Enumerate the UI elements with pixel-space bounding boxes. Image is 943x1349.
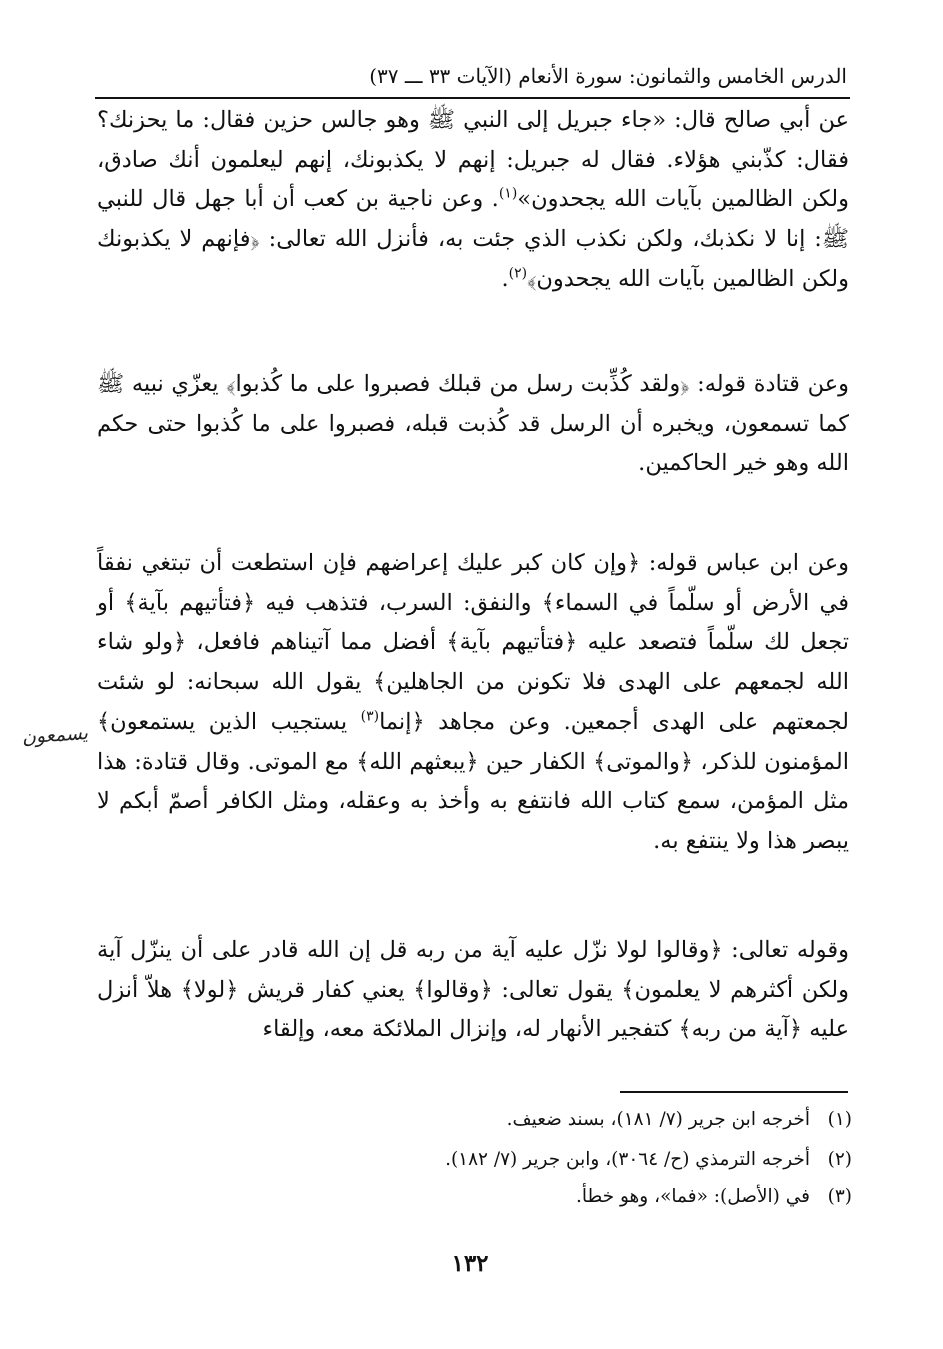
paragraph-abi-salih (97, 101, 849, 300)
footnote-text: أخرجه الترمذي (ح/ ٣٠٦٤)، وابن جرير (٧/ ١٨٢). (445, 1149, 810, 1170)
paragraph-ibn-abbas (97, 544, 849, 862)
footnote-number: (٢) (827, 1149, 852, 1170)
footnote-text: أخرجه ابن جرير (٧/ ١٨١)، بسند ضعيف. (506, 1109, 810, 1130)
paragraph-text: وعن ابن عباس قوله: ﴿وإن كان كبر عليك إعراضهم فإن استطعت أن تبتغي نفقاً في الأرض أو سلّماً في السماء﴾ والنفق: السرب، فتذهب فيه ﴿فتأتيهم بآية﴾ أو تجعل لك سلّماً فتصعد عليه ﴿فتأتيهم بآية﴾ أفضل مما آتيناهم فافعل، ﴿ولو شاء الله لجمعهم على الهدى فلا تكونن من الجاهلين﴾ يقول الله سبحانه: لو شئت لجمعتهم على الهدى أجمعين. وعن مجاهد ﴿إنما (97, 550, 849, 735)
paragraph-text: يستجيب الذين يستمعون﴾ المؤمنون للذكر، ﴿والموتى﴾ الكفار حين ﴿يبعثهم الله﴾ مع الموتى. وقال قتادة: هذا مثل المؤمن، سمع كتاب الله فانتفع به وأخذ به وعقله، ومثل الكافر أصمّ أبكم لا يبصر هذا ولا ينتفع به. (97, 708, 850, 854)
footnote-text: في (الأصل): «فما»، وهو خطأ. (575, 1186, 810, 1207)
footnote-number: (١) (827, 1109, 852, 1130)
footnote-divider (620, 1091, 848, 1093)
handwritten-margin-note: يسمعون (21, 721, 89, 749)
footnote-2 (300, 1147, 852, 1173)
footnote-ref-3[interactable]: (٣) (360, 708, 380, 725)
paragraph-qatada (97, 365, 849, 484)
footnote-3 (300, 1184, 852, 1210)
page-number: ١٣٢ (451, 1250, 489, 1277)
footnote-number: (٣) (827, 1186, 852, 1207)
footnote-1 (300, 1107, 852, 1133)
paragraph-text: . وعن ناجية بن كعب أن أبا جهل قال للنبي ﷺ: إنا لا نكذبك، ولكن نكذب الذي جئت به، فأنزل الله تعالى: ﴿فإنهم لا يكذبونك ولكن الظالمين بآيات الله يجحدون﴾ (97, 186, 849, 292)
running-header: الدرس الخامس والثمانون: سورة الأنعام (الآيات ٣٣ ـــ ٣٧) (369, 64, 847, 88)
header-divider (95, 97, 850, 99)
paragraph-text: وقوله تعالى: ﴿وقالوا لولا نزّل عليه آية من ربه قل إن الله قادر على أن ينزّل آية ولكن أكثرهم لا يعلمون﴾ يقول تعالى: ﴿وقالوا﴾ يعني كفار قريش ﴿لولا﴾ هلاّ أنزل عليه ﴿آية من ربه﴾ كتفجير الأنهار له، وإنزال الملائكة معه، وإلقاء (97, 937, 849, 1043)
paragraph-text: وعن قتادة قوله: ﴿ولقد كُذِّبت رسل من قبلك فصبروا على ما كُذبوا﴾ يعزّي نبيه ﷺ كما تسمعون، ويخبره أن الرسل قد كُذبت قبله، فصبروا على ما كُذبوا حتى حكم الله وهو خير الحاكمين. (97, 371, 849, 477)
footnote-ref-1[interactable]: (١) (498, 185, 518, 202)
paragraph-text: عن أبي صالح قال: «جاء جبريل إلى النبي ﷺ وهو جالس حزين فقال: ما يحزنك؟ فقال: كذّبني هؤلاء. فقال له جبريل: إنهم لا يكذبونك، إنهم ليعلمون أنك صادق، ولكن الظالمين بآيات الله يجحدون» (97, 107, 849, 213)
footnote-ref-2[interactable]: (٢) (508, 265, 528, 282)
paragraph-verse-37 (97, 931, 849, 1050)
paragraph-text: . (501, 265, 509, 292)
